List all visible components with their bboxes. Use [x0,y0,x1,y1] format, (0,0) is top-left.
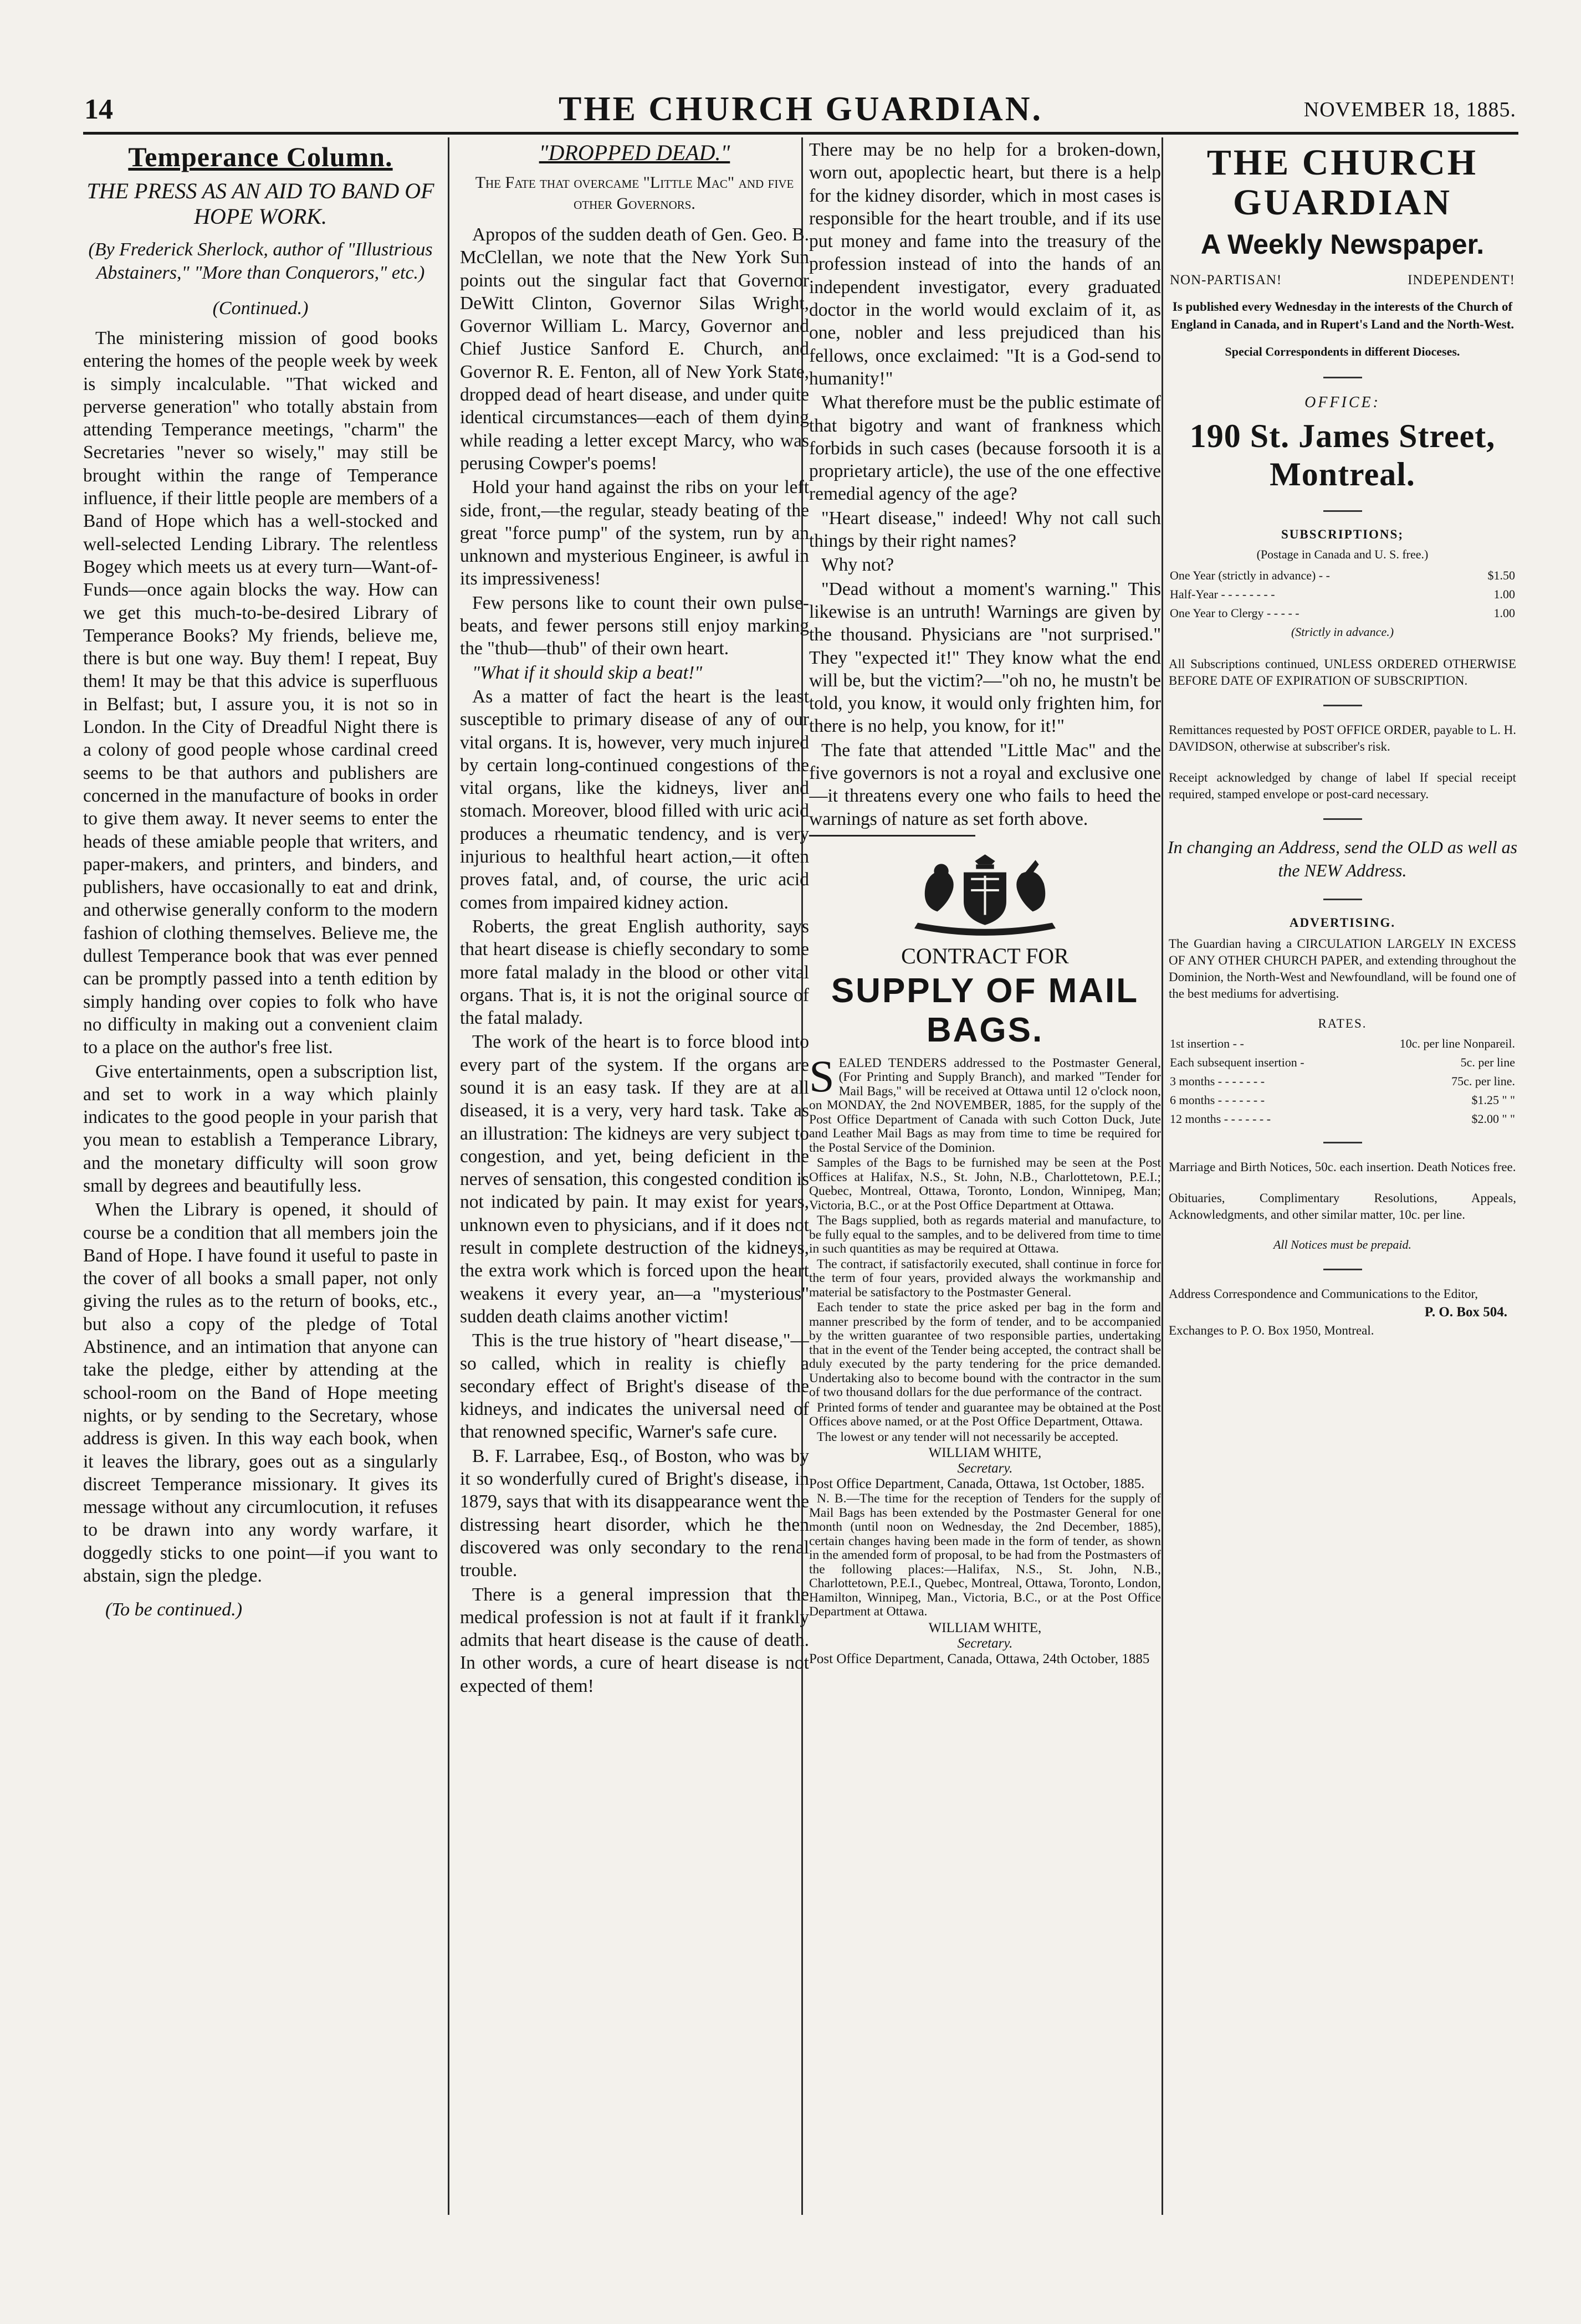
ad-rate: 3 months - - - - - - - 75c. per line. [1170,1074,1515,1088]
publisher-box [1166,138,1518,2222]
issue-date: NOVEMBER 18, 1885. [1303,98,1516,121]
tender-paragraph: Each tender to state the price asked per bag in the form and manner prescribed by the form of tender, and to be accompanied by the written guarantee of two responsible parties, undertaking that in the event of the Tender being accepted, the contract shall be duly executed by the party tendering for the price demanded. Undertaking also to become bound with the contractor in the sum of two thousand dollars for the due performance of the contract. [809,1300,1161,1400]
prepaid-note: All Notices must be prepaid. [1273,1238,1412,1251]
dropped-dead-article [460,138,809,2222]
obituaries-note: Obituaries, Complimentary Resolutions, Appeals, Acknowledgments, and other similar matter, 10c. per line. [1169,1191,1516,1222]
article-paragraph: As a matter of fact the heart is the least susceptible to primary disease of any of our vital organs. It is, however, very much injured by certain long-continued congestions of the vital organs, like the kidneys, liver and stomach. Moreover, blood filled with uric acid produces a rheumatic tendency, and is very injurious to healthful heart action,—it often proves fatal, and, of course, the uric acid comes from impaired kidney action. [460,686,809,913]
article-paragraph: Roberts, the great English authority, says that heart disease is chiefly secondary to some more fatal malady in the blood or other vital organs. That is, it is not the original source of the fatal malady. [460,916,809,1029]
remittances-note: Remittances requested by POST OFFICE ORDER, payable to L. H. DAVIDSON, otherwise at subscriber's risk. [1169,723,1516,753]
paper-subtitle: A Weekly Newspaper. [1200,229,1485,260]
contract-for: CONTRACT FOR [901,943,1069,968]
ad-rate: 6 months - - - - - - - $1.25 " " [1170,1093,1515,1107]
continued-note: (Continued.) [212,298,309,319]
to-be-continued: (To be continued.) [105,1599,243,1620]
article-paragraph: Give entertainments, open a subscription list, and set to work in a way which plainly indicates to the good people in your parish that you mean to establish a Temperance Library, and the monetary difficulty will soon grow small by degrees and beautifully less. [83,1061,438,1196]
temperance-column [83,138,438,2222]
receipt-note: Receipt acknowledged by change of label If special receipt required, stamped envelope or post-card necessary. [1169,771,1516,801]
postage-note: (Postage in Canada and U. S. free.) [1256,547,1429,561]
article-continuation-and-tender [809,138,1161,2222]
article-paragraph: "What if it should skip a beat!" [472,662,703,683]
divider [1323,510,1362,512]
article-paragraph: Why not? [821,555,894,576]
advertising-text: The Guardian having a CIRCULATION LARGELY IN EXCESS OF ANY OTHER CHURCH PAPER, and extending throughout the Dominion, the North-West and Newfoundland, will be found one of the best mediums for advertising. [1169,937,1516,1001]
tender-paragraph: The Bags supplied, both as regards material and manufacture, to be fully equal to the samples, and to be delivered from time to time in such quantities as may be required at Ottawa. [809,1213,1161,1256]
divider [1323,377,1362,378]
article-paragraph: This is the true history of "heart disease,"—so called, which in reality is chiefly a secondary effect of Bright's disease of the kidneys, and indicates the universal need of that renowned specific, Warner's safe cure. [460,1330,809,1443]
masthead: THE CHURCH GUARDIAN. [559,90,1043,128]
signature-title: Secretary. [957,1635,1013,1651]
tender-paragraph: Samples of the Bags to be furnished may be seen at the Post Offices at Halifax, N.S., St. John, N.B., Charlottetown, P.E.I.; Quebec, Montreal, Ottawa, Toronto, London, Winnipeg, Man; Victoria, B.C., or at the Post Office Department at Ottawa. [809,1156,1161,1213]
divider [1323,818,1362,820]
signature-dept: Post Office Department, Canada, Ottawa, 1st October, 1885. [809,1476,1145,1492]
article-subhead: The Fate that overcame "Little Mac" and five other Governors. [475,173,794,213]
office-label: OFFICE: [1304,394,1380,411]
divider [1323,1269,1362,1270]
ad-rate: Each subsequent insertion - 5c. per line [1170,1055,1515,1069]
paper-title: THE CHURCH GUARDIAN [1206,142,1478,223]
divider [1323,1142,1362,1143]
article-paragraph: There is a general impression that the medical profession is not at fault if it frankly admits that heart disease is the cause of death. In other words, a cure of heart disease is not expected of them! [460,1584,809,1696]
signature-name: WILLIAM WHITE, [928,1445,1042,1461]
ad-rate: 12 months - - - - - - - $2.00 " " [1170,1112,1515,1126]
column-rule [1162,137,1163,2215]
strictly-note: (Strictly in advance.) [1291,625,1394,639]
article-byline: (By Frederick Sherlock, author of "Illustrious Abstainers," "More than Conquerors," etc.) [88,239,433,283]
article-paragraph: There may be no help for a broken-down, worn out, apoplectic heart, but there is a help for the kidney disorder, which in most cases is responsible for the heart trouble, and if its use put money and fame into the treasury of the profession instead of into the hands of an independent investigator, every graduated doctor in the world would exclaim of it, as one, nobler and less prejudiced than his fellows, once exclaimed: "It is a God-send to humanity!" [809,140,1161,389]
article-paragraph: The work of the heart is to force blood into every part of the system. If the organs are sound it is an easy task. If they are at all diseased, it is a very, very hard task. Take as an illustration: The kidneys are very subject to congestion, and yet, being deficient in the nerves of sensation, this congested condition is not indicated by pain. It may exist for years, unknown even to physicians, and if it does not result in complete destruction of the kidneys, the extra work which is forced upon the heart weakens it every year, an—a "mysterious" sudden death claims another victim! [460,1032,809,1327]
divider [1323,899,1362,900]
article-paragraph: When the Library is opened, it should of course be a condition that all members join the Band of Hope. I have found it useful to paste in the cover of all books a small paper, not only giving the rules as to the return of books, etc., but also a copy of the pledge of Total Abstinence, and an intimation that anyone can take the pledge, either by attending at the school-room on the Band of Hope meeting nights, or by sending to the Secretary, whose address is given. In this way each book, when it leaves the library, goes out as a singularly discreet Temperance missionary. It gives its message without any circumlocution, it refuses to be drawn into any wordy warfare, it doggedly sticks to one point—if you want to abstain, sign the pledge. [83,1199,438,1587]
motto-row [1170,273,1515,288]
tender-paragraph: N. B.—The time for the reception of Tenders for the supply of Mail Bags has been extended by the Postmaster General for one month (until noon on Wednesday, the 2nd December, 1885), certain changes having been made in the form of tender, as shown in the amended form of proposal, to be had from the Postmasters of the following places:—Halifax, N.S., St. John, N.B., Charlottetown, P.E.I., Quebec, Montreal, Ottawa, Toronto, London, Hamilton, Winnipeg, Man., Victoria, B.C., or at the Post Office Department at Ottawa. [809,1491,1161,1619]
subscription-rate: Half-Year - - - - - - - - 1.00 [1170,587,1515,601]
continued-notice: All Subscriptions continued, UNLESS ORDERED OTHERWISE BEFORE DATE OF EXPIRATION OF SUBSCRIPTION. [1169,657,1516,688]
exchanges-note: Exchanges to P. O. Box 1950, Montreal. [1169,1323,1374,1337]
subscriptions-heading: SUBSCRIPTIONS; [1281,527,1404,541]
article-paragraph: The fate that attended "Little Mac" and the five governors is not a royal and exclusive one—it threatens every one who fails to heed the warnings of nature as set forth above. [809,740,1161,829]
advertising-heading: ADVERTISING. [1289,916,1396,930]
article-paragraph: Apropos of the sudden death of Gen. Geo. B. McClellan, we note that the New York Sun points out the singular fact that Governor DeWitt Clinton, Governor Silas Wright, Governor William L. Marcy, Governor and Chief Justice Sanford E. Church, and Governor R. E. Fenton, all of New York State, dropped dead of heart disease, and under quite identical circumstances—each of them dying while reading a letter except Marcy, who was perusing Cowper's poems! [460,224,809,474]
article-paragraph: "Heart disease," indeed! Why not call such things by their right names? [809,507,1161,552]
mail-bags-heading: SUPPLY OF MAIL BAGS. [831,971,1139,1049]
article-headline: "DROPPED DEAD." [539,140,730,165]
signature-title: Secretary. [957,1461,1013,1476]
rates-heading: RATES. [1318,1017,1367,1030]
column-rule [448,137,449,2215]
change-address-note: In changing an Address, send the OLD as well as the NEW Address. [1167,837,1518,880]
page-number: 14 [84,94,113,125]
tender-notice [809,1050,1161,1667]
royal-arms-crest-icon [809,844,1161,940]
tender-paragraph: Printed forms of tender and guarantee may be obtained at the Post Offices above named, or at the Post Office Department, Ottawa. [809,1400,1161,1429]
motto-independent: INDEPENDENT! [1408,273,1515,288]
divider [1323,705,1362,706]
office-address: 190 St. James Street, Montreal. [1189,418,1496,492]
article-paragraph: B. F. Larrabee, Esq., of Boston, who was by it so wonderfully cured of Bright's disease, in 1879, says that with its disappearance went the distressing heart disorder, which he then discovered was only secondary to the renal trouble. [460,1445,809,1581]
page-header [83,88,1518,135]
correspondents-note: Special Correspondents in different Dioceses. [1225,345,1460,358]
po-box: P. O. Box 504. [1424,1305,1507,1320]
signature-dept: Post Office Department, Canada, Ottawa, 24th October, 1885 [809,1651,1150,1666]
correspondence-note: Address Correspondence and Communications to the Editor, [1169,1287,1478,1301]
ad-rate: 1st insertion - - 10c. per line Nonpareil. [1170,1037,1515,1050]
signature-name: WILLIAM WHITE, [928,1620,1042,1635]
article-headline: THE PRESS AS AN AID TO BAND OF HOPE WORK. [86,178,434,229]
tender-paragraph: The contract, if satisfactorily executed, shall continue in force for the term of four years, provided always the workmanship and material be satisfactory to the Postmaster General. [809,1256,1161,1300]
tender-paragraph: SEALED TENDERS addressed to the Postmaster General, (For Printing and Supply Branch), and marked "Tender for Mail Bags," will be received at Ottawa until 12 o'clock noon, on MONDAY, the 2nd NOVEMBER, 1885, for the supply of the Post Office Department of Canada with such Cotton Duck, Jute and Leather Mail Bags as may from time to time be required for the Postal Service of the Dominion. [809,1050,1161,1155]
marriage-notices: Marriage and Birth Notices, 50c. each insertion. Death Notices free. [1169,1160,1516,1174]
published-note: Is published every Wednesday in the interests of the Church of England in Canada, and in Rupert's Land and the North-West. [1170,300,1515,331]
subscription-rate: One Year (strictly in advance) - - $1.50 [1170,568,1515,582]
subscription-rate: One Year to Clergy - - - - - 1.00 [1170,606,1515,620]
article-paragraph: Hold your hand against the ribs on your left side, front,—the regular, steady beating of the great "force pump" of the system, run by an unknown and mysterious Engineer, is awful in its impressiveness! [460,477,809,589]
tender-paragraph: The lowest or any tender will not necessarily be accepted. [817,1429,1119,1444]
drop-cap: S [809,1050,835,1101]
article-paragraph: The ministering mission of good books entering the homes of the people week by week is simply incalculable. "That wicked and perverse generation" who totally abstain from attending Temperance meetings, "charm" the Secretaries "never so wisely," may still be brought within the range of Temperance influence, if their little people are members of a Band of Hope which has a well-stocked and well-selected Lending Library. The relentless Bogey which meets us at every turn—Want-of-Funds—once again blocks the way. How can we get this much-to-be-desired Library of Temperance Books? My friends, believe me, there is but one way. Buy them! I repeat, Buy them! It may be that this advice is superfluous in Belfast; but, I assure you, it is not so in London. In the City of Dreadful Night there is a colony of good people whose cardinal creed seems to be that authors and publishers are concerned in the manufacture of books in order to give them away. It never seems to enter the heads of these amiable people that writers, and paper-makers, and printers, and binders, and publishers, have occasionally to eat and drink, and otherwise generally conform to the modern fashion of clothing themselves. Believe me, the dullest Temperance book that was ever penned can be promptly passed into a tenth edition by simply handing over copies to folk who have no difficulty in making out a convenient claim to a place on the author's free list. [83,328,438,1058]
divider [809,835,975,837]
article-paragraph: "Dead without a moment's warning." This likewise is an untruth! Warnings are given by the thousand. Physicians are "not surprised." They "expected it!" They know what the end will be, but the victim?—"oh no, he mustn't be told, you know, it would only frighten him, for there is no help, you know, for it!" [809,578,1161,737]
article-paragraph: What therefore must be the public estimate of that bigotry and want of frankness which forbids in such cases (because forsooth it is a proprietary article), the use of the one effective remedial agency of the age? [809,392,1161,505]
column-heading: Temperance Column. [128,141,393,172]
article-paragraph: Few persons like to count their own pulse-beats, and fewer persons still enjoy marking the "thub—thub" of their own heart. [460,592,809,659]
motto-nonpartisan: NON-PARTISAN! [1170,273,1282,288]
